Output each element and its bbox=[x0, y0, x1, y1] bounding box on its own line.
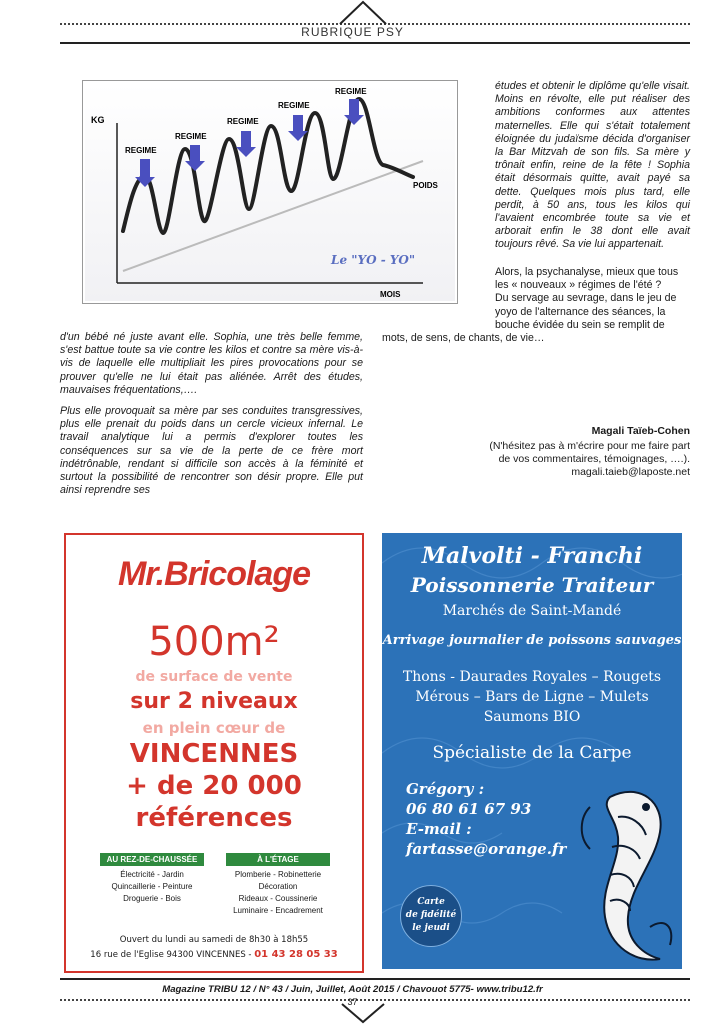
author-name: Magali Taïeb-Cohen bbox=[591, 425, 690, 437]
fish-line: Mérous – Bars de Ligne – Mulets bbox=[415, 689, 649, 705]
author-note bbox=[420, 440, 690, 479]
arrival-text: Arrivage journalier de poissons sauvages bbox=[382, 633, 682, 648]
footer-magazine-info: Magazine TRIBU 12 / N° 43 / Juin, Juillet, Août 2015 / Chavouot 5775- www.tribu12.fr bbox=[162, 984, 543, 995]
references-count: + de 20 000 bbox=[126, 771, 302, 801]
article-line: Alors, la psychanalyse, mieux que tous bbox=[495, 266, 679, 278]
references-label: références bbox=[135, 803, 293, 833]
upper-floor-header: À L'ÉTAGE bbox=[226, 853, 330, 866]
article-line: yoyo de l'alternance des séances, la bbox=[495, 305, 666, 318]
koi-fish-illustration bbox=[550, 777, 680, 967]
store-phone[interactable]: 01 43 28 05 33 bbox=[254, 949, 338, 960]
article-line: bouche évidée du sein se remplit de bbox=[495, 318, 665, 331]
dept-item: Droguerie - Bois bbox=[123, 894, 181, 903]
ad-malvolti-franchi[interactable] bbox=[382, 533, 682, 969]
email-label: E-mail : bbox=[406, 820, 472, 838]
regime-label: REGIME bbox=[335, 87, 367, 96]
article-line: les « nouveaux » régimes de l'été ? bbox=[495, 279, 662, 292]
x-axis-label: MOIS bbox=[380, 290, 401, 299]
regime-label: REGIME bbox=[125, 146, 157, 155]
header-triangle-ornament bbox=[338, 0, 388, 26]
surface-size: 500m² bbox=[148, 619, 280, 665]
dept-item: Électricité - Jardin bbox=[120, 870, 184, 879]
header-solid-rule bbox=[60, 42, 690, 44]
section-title: RUBRIQUE PSY bbox=[301, 25, 404, 39]
article-line: Du servage au sevrage, dans le jeu de bbox=[495, 292, 677, 305]
footer-triangle-ornament bbox=[340, 1002, 386, 1024]
article-paragraph: d'un bébé né juste avant elle. Sophia, une très belle femme, s'est battue toute sa vie contre les kilos et contre sa mère vis-à-vis de laquelle elle multipliait les pires provocations pour se prouver qu'elle ne lui était pas aliénée. Arrêt des études, mauvaises fréquentations,…. bbox=[60, 331, 363, 396]
loyalty-card-badge bbox=[400, 885, 462, 947]
contact-block bbox=[406, 779, 566, 859]
dept-item: Quincaillerie - Peinture bbox=[111, 882, 193, 891]
article-column-right-top bbox=[495, 80, 690, 260]
address-line bbox=[66, 949, 362, 960]
fish-line: Thons - Daurades Royales – Rougets bbox=[402, 669, 662, 685]
dept-item: Rideaux - Coussinerie bbox=[238, 894, 318, 903]
heart-text: en plein cœur de bbox=[142, 719, 286, 737]
regime-label: REGIME bbox=[227, 117, 259, 126]
surface-caption: de surface de vente bbox=[135, 669, 293, 685]
ground-floor-header: AU REZ-DE-CHAUSSÉE bbox=[100, 853, 204, 866]
ad-mr-bricolage[interactable] bbox=[64, 533, 364, 973]
article-paragraph: études et obtenir le diplôme qu'elle visait. Moins en révolte, elle put réaliser des ambitions conformes aux attentes maternelles. Elle qui s'était totalement éloignée du judaïsme décida d'organiser la Bar Mitzvah de son fils. Sa mère y trônait enfin, reine de la fête ! Sophia était désormais quitte, avait payé sa dette. Quelques mois plus tard, elle perdit, à 50 ans, tous les kilos qui l'avaient encombrée toute sa vie et arborait enfin le 38 dont elle avait toujours rêvé. Sa vie lui appartenait. bbox=[495, 80, 690, 251]
page-number: 37 bbox=[347, 997, 358, 1007]
shop-title: Malvolti - Franchi bbox=[421, 543, 643, 569]
author-note-line: de vos commentaires, témoignages, ….). bbox=[498, 453, 690, 465]
yoyo-stamp: Le "YO - YO" bbox=[331, 253, 416, 267]
author-email[interactable]: magali.taieb@laposte.net bbox=[571, 466, 690, 478]
contact-name: Grégory : bbox=[406, 780, 485, 798]
address: 16 rue de l'Eglise 94300 VINCENNES - bbox=[90, 950, 252, 960]
y-axis-label: KG bbox=[91, 115, 105, 125]
regime-label: REGIME bbox=[278, 101, 310, 110]
brand-logo: Mr.Bricolage bbox=[117, 555, 311, 593]
dept-item: Plomberie - Robinetterie bbox=[234, 870, 322, 879]
footer-solid-rule bbox=[60, 978, 690, 980]
levels-text: sur 2 niveaux bbox=[130, 689, 298, 714]
fish-line: Saumons BIO bbox=[483, 709, 581, 725]
dept-item: Luminaire - Encadrement bbox=[233, 906, 323, 915]
ground-floor-list bbox=[100, 869, 204, 905]
badge-line: de fidélité bbox=[405, 910, 457, 920]
article-column-left bbox=[60, 331, 363, 505]
badge-line: Carte bbox=[417, 897, 445, 907]
shop-subtitle: Poissonnerie Traiteur bbox=[410, 573, 654, 597]
dept-item: Décoration bbox=[258, 882, 298, 891]
specialist-text: Spécialiste de la Carpe bbox=[432, 743, 632, 763]
city-text: VINCENNES bbox=[129, 739, 299, 769]
author-note-line: (N'hésitez pas à m'écrire pour me faire part bbox=[489, 440, 690, 452]
contact-phone[interactable]: 06 80 61 67 93 bbox=[406, 800, 532, 818]
article-column-right-bottom bbox=[382, 266, 690, 345]
badge-line: le jeudi bbox=[412, 923, 450, 933]
regime-label: REGIME bbox=[175, 132, 207, 141]
upper-floor-list bbox=[216, 869, 340, 917]
end-label: POIDS bbox=[413, 181, 438, 190]
opening-hours: Ouvert du lundi au samedi de 8h30 à 18h55 bbox=[119, 935, 309, 945]
article-paragraph: Plus elle provoquait sa mère par ses conduites transgressives, plus elle prenait du poids dans un cercle vicieux infernal. Le travail analytique lui a permis d'explorer toutes les conséquences sur sa vie de la perte de ce frère mort indétrônable, rendant si difficile son accès à la féminité et surtout la possibilité de rencontrer son désir propre. Elle put ainsi reprendre ses bbox=[60, 405, 363, 497]
article-line: mots, de sens, de chants, de vie… bbox=[382, 332, 545, 345]
markets-text: Marchés de Saint-Mandé bbox=[442, 603, 622, 619]
contact-email[interactable]: fartasse@orange.fr bbox=[406, 840, 567, 858]
